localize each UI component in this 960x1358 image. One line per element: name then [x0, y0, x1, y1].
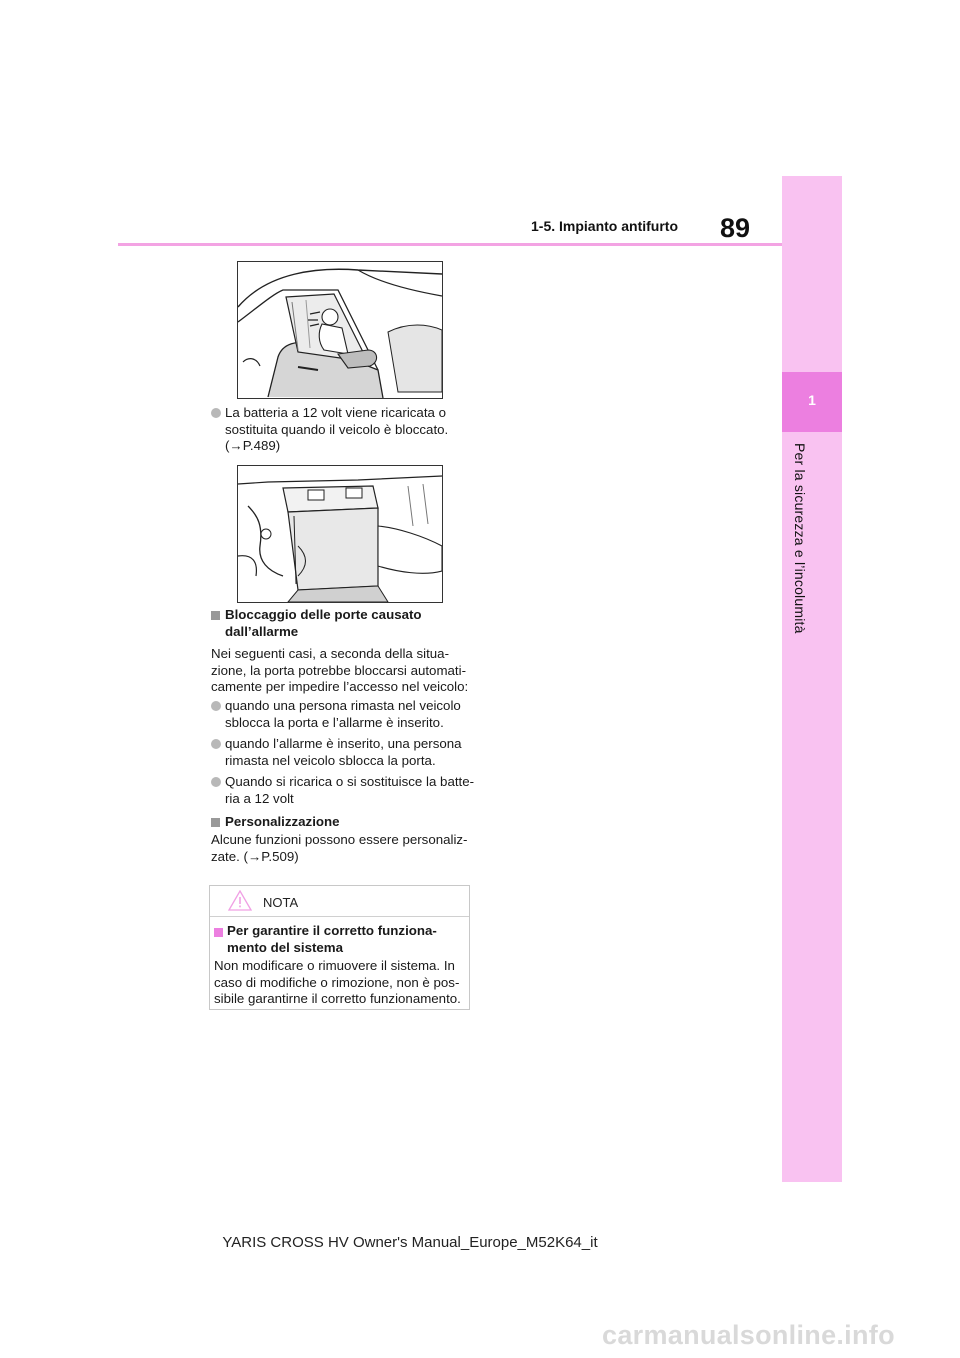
footer-text: YARIS CROSS HV Owner's Manual_Europe_M52K64_it: [222, 1234, 598, 1251]
warning-triangle-icon: [228, 890, 252, 911]
page-number: 89: [720, 213, 751, 243]
list-item: [211, 698, 471, 734]
bullet-text: Quando si ricarica o si sostituisce la batte- ria a 12 volt: [225, 774, 475, 806]
note-label: NOTA: [263, 895, 299, 910]
note-body: Non modificare o rimuovere il sistema. In caso di modifiche o rimozione, non è pos- sibile garantirne il corretto funzionamento.: [214, 958, 461, 1006]
header-rule: [118, 243, 782, 246]
chapter-title: Per la sicurezza e l’incolumità: [792, 443, 808, 634]
bullet-icon: [211, 739, 221, 749]
battery-drawing: [238, 466, 442, 602]
list-item: [211, 774, 475, 810]
bullet-text: quando l’allarme è inserito, una persona rimasta nel veicolo sblocca la porta.: [225, 736, 462, 768]
section-body: Alcune funzioni possono essere personaliz- zate. (→P.509): [211, 832, 468, 864]
section-marker-icon: [211, 611, 220, 620]
section-title: 1-5. Impianto antifurto: [531, 218, 678, 234]
section-heading: Bloccaggio delle porte causato dall’allarme: [225, 607, 422, 639]
list-item: [211, 405, 471, 457]
bullet-text: La batteria a 12 volt viene ricaricata o sostituita quando il veicolo è bloccato. (→P.489): [225, 405, 449, 453]
note-heading: Per garantire il corretto funziona- mento del sistema: [227, 923, 437, 955]
section-heading: Personalizzazione: [225, 814, 340, 829]
section-marker-icon: [211, 818, 220, 827]
battery-illustration: [237, 465, 443, 603]
bullet-icon: [211, 408, 221, 418]
watermark[interactable]: carmanualsonline.info: [602, 1320, 895, 1350]
chapter-tab[interactable]: [782, 372, 842, 432]
side-tab: [782, 176, 842, 1182]
bullet-icon: [211, 777, 221, 787]
car-interior-illustration: [237, 261, 443, 399]
section-intro: Nei seguenti casi, a seconda della situa- zione, la porta potrebbe bloccarsi automati- camente per impedire l’accesso nel veicolo:: [211, 646, 469, 694]
chapter-number: 1: [808, 392, 816, 408]
bullet-text: quando una persona rimasta nel veicolo sblocca la porta e l’allarme è inserito.: [225, 698, 461, 730]
note-box: [209, 885, 470, 1010]
list-item: [211, 736, 471, 772]
bullet-icon: [211, 701, 221, 711]
car-door-drawing: [238, 262, 442, 398]
note-header: [210, 886, 469, 917]
note-marker-icon: [214, 928, 223, 937]
